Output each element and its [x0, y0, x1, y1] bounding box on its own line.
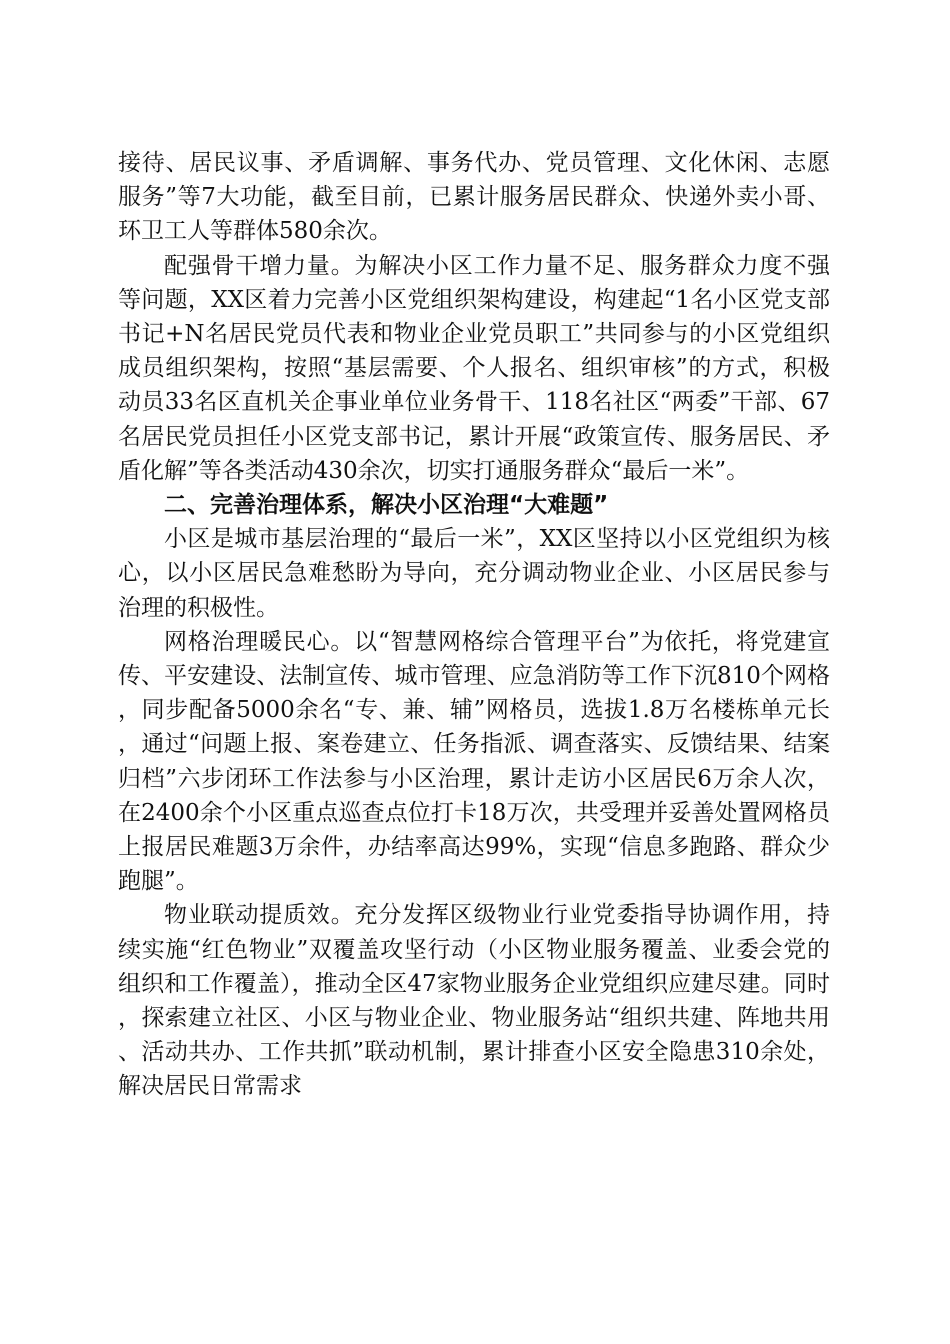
- section-heading: 二、完善治理体系，解决小区治理“大难题”: [164, 492, 609, 519]
- paragraph-service-functions: 接待、居民议事、矛盾调解、事务代办、党员管理、文化休闲、志愿服务”等7大功能，截至目前，已累计服务居民群众、快递外卖小哥、环卫工人等群体580余次。: [118, 150, 830, 245]
- paragraph-backbone-strength: 配强骨干增力量。为解决小区工作力量不足、服务群众力度不强等问题，XX区着力完善小区党组织架构建设，构建起“1名小区党支部书记+N名居民党员代表和物业企业党员职工”共同参与的小区党组织成员组织架构，按照“基层需要、个人报名、组织审核”的方式，积极动员33名区直机关企事业单位业务骨干、118名社区“两委”干部、67名居民党员担任小区党支部书记，累计开展“政策宣传、服务居民、矛盾化解”等各类活动430余次，切实打通服务群众“最后一米”。: [118, 252, 830, 484]
- paragraph-grid-governance: 网格治理暖民心。以“智慧网格综合管理平台”为依托，将党建宣传、平安建设、法制宣传、城市管理、应急消防等工作下沉810个网格，同步配备5000余名“专、兼、辅”网格员，选拔1.8万名楼栋单元长，通过“问题上报、案卷建立、任务指派、调查落实、反馈结果、结案归档”六步闭环工作法参与小区治理，累计走访小区居民6万余人次，在2400余个小区重点巡查点位打卡18万次，共受理并妥善处置网格员上报居民难题3万余件，办结率高达99%，实现“信息多跑路、群众少跑腿”。: [118, 628, 830, 895]
- paragraph-section-intro: 小区是城市基层治理的“最后一米”，XX区坚持以小区党组织为核心，以小区居民急难愁盼为导向，充分调动物业企业、小区居民参与治理的积极性。: [118, 526, 830, 621]
- paragraph-property-linkage: 物业联动提质效。充分发挥区级物业行业党委指导协调作用，持续实施“红色物业”双覆盖攻坚行动（小区物业服务覆盖、业委会党的组织和工作覆盖），推动全区47家物业服务企业党组织应建尽建。同时，探索建立社区、小区与物业企业、物业服务站“组织共建、阵地共用、活动共办、工作共抓”联动机制，累计排查小区安全隐患310余处，解决居民日常需求: [118, 902, 830, 1100]
- document-page: [118, 146, 830, 1104]
